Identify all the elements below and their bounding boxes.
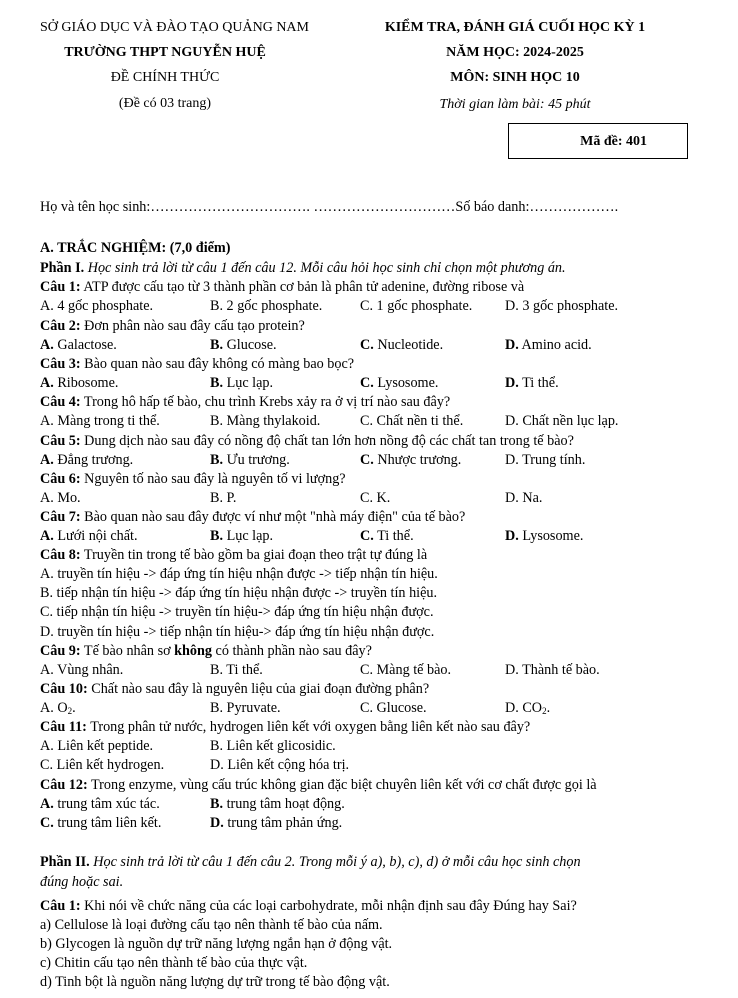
q8-option-c: C. tiếp nhận tín hiệu -> truyền tín hiệu-> đáp ứng tín hiệu nhận được.: [40, 604, 434, 620]
q12-option-c: C. trung tâm liên kết.: [40, 815, 162, 831]
q5-option-c: C. Nhược trương.: [360, 452, 462, 468]
q8-option-d: D. truyền tín hiệu -> tiếp nhận tín hiệu-> đáp ứng tín hiệu nhận được.: [40, 624, 435, 640]
q6-option-d: D. Na.: [505, 490, 543, 506]
q12-option-a: A. trung tâm xúc tác.: [40, 796, 160, 812]
part2-instruction-cont: đúng hoặc sai.: [40, 874, 124, 890]
q4-option-b: B. Màng thylakoid.: [210, 413, 321, 429]
q9-option-a: A. Vùng nhân.: [40, 662, 124, 678]
q11-option-b: B. Liên kết glicosidic.: [210, 738, 336, 754]
page-count: (Đề có 03 trang): [118, 96, 212, 111]
exam-title: KIỂM TRA, ĐÁNH GIÁ CUỐI HỌC KỲ 1: [384, 20, 646, 35]
q4-option-c: C. Chất nền ti thể.: [360, 413, 464, 429]
q2-option-b: B. Glucose.: [210, 337, 277, 353]
section-a-title: A. TRẮC NGHIỆM: (7,0 điểm): [40, 240, 231, 256]
exam-code-box: [508, 123, 688, 159]
q9-option-b: B. Ti thể.: [210, 662, 263, 678]
q1-option-c: C. 1 gốc phosphate.: [360, 298, 473, 314]
q6-option-c: C. K.: [360, 490, 391, 506]
question-2: Câu 2: Đơn phân nào sau đây cấu tạo protein?: [40, 318, 305, 334]
q7-option-a: A. Lưới nội chất.: [40, 528, 138, 544]
q3-option-c: C. Lysosome.: [360, 375, 439, 391]
q4-option-a: A. Màng trong ti thể.: [40, 413, 160, 429]
q11-option-c: C. Liên kết hydrogen.: [40, 757, 165, 773]
q9-option-d: D. Thành tế bào.: [505, 662, 600, 678]
q1-option-a: A. 4 gốc phosphate.: [40, 298, 154, 314]
q10-option-b: B. Pyruvate.: [210, 700, 281, 716]
q10-option-a: A. $O_2$.: [40, 700, 76, 716]
q8-option-b: B. tiếp nhận tín hiệu -> đáp ứng tín hiệu nhận được -> truyền tín hiệu.: [40, 585, 438, 601]
student-info-line: Họ và tên học sinh:……………………………. …………………………Số báo danh:……………….: [40, 199, 619, 215]
p2q1-item-c: c) Chitin cấu tạo nên thành tế bào của thực vật.: [40, 955, 308, 971]
exam-time: Thời gian làm bài: 45 phút: [439, 97, 591, 112]
question-9: Câu 9: Tế bào nhân sơ không có thành phần nào sau đây?: [40, 643, 372, 659]
department-name: SỞ GIÁO DỤC VÀ ĐÀO TẠO QUẢNG NAM: [40, 20, 309, 35]
official-label: ĐỀ CHÍNH THỨC: [110, 70, 220, 85]
q1-option-b: B. 2 gốc phosphate.: [210, 298, 323, 314]
p2q1-item-b: b) Glycogen là nguồn dự trữ năng lượng ngắn hạn ở động vật.: [40, 936, 393, 952]
question-8: Câu 8: Truyền tin trong tế bào gồm ba giai đoạn theo trật tự đúng là: [40, 547, 428, 563]
q2-option-d: D. Amino acid.: [505, 337, 592, 353]
q7-option-d: D. Lysosome.: [505, 528, 584, 544]
question-10: Câu 10: Chất nào sau đây là nguyên liệu của giai đoạn đường phân?: [40, 681, 430, 697]
q9-option-c: C. Màng tế bào.: [360, 662, 452, 678]
q11-option-a: A. Liên kết peptide.: [40, 738, 154, 754]
q2-option-a: A. Galactose.: [40, 337, 117, 353]
q5-option-a: A. Đẳng trương.: [40, 452, 134, 468]
q11-option-d: D. Liên kết cộng hóa trị.: [210, 757, 350, 773]
q8-option-a: A. truyền tín hiệu -> đáp ứng tín hiệu nhận được -> tiếp nhận tín hiệu.: [40, 566, 438, 582]
part2-question-1: Câu 1: Khi nói về chức năng của các loại carbohydrate, mỗi nhận định sau đây Đúng hay Sai?: [40, 898, 577, 914]
q7-option-b: B. Lục lạp.: [210, 528, 274, 544]
school-name: TRƯỜNG THPT NGUYỄN HUỆ: [64, 45, 266, 60]
school-year: NĂM HỌC: 2024-2025: [446, 45, 584, 60]
question-6: Câu 6: Nguyên tố nào sau đây là nguyên tố vi lượng?: [40, 471, 346, 487]
q5-option-b: B. Ưu trương.: [210, 452, 290, 468]
question-4: Câu 4: Trong hô hấp tế bào, chu trình Krebs xảy ra ở vị trí nào sau đây?: [40, 394, 451, 410]
subject: MÔN: SINH HỌC 10: [450, 70, 580, 85]
question-3: Câu 3: Bào quan nào sau đây không có màng bao bọc?: [40, 356, 355, 372]
q1-option-d: D. 3 gốc phosphate.: [505, 298, 619, 314]
p2q1-item-d: d) Tinh bột là nguồn năng lượng dự trữ trong tế bào động vật.: [40, 974, 390, 990]
question-7: Câu 7: Bào quan nào sau đây được ví như một "nhà máy điện" của tế bào?: [40, 509, 466, 525]
q7-option-c: C. Ti thể.: [360, 528, 414, 544]
question-12: Câu 12: Trong enzyme, vùng cấu trúc không gian đặc biệt chuyên liên kết với cơ chất được gọi là: [40, 777, 597, 793]
exam-code: Mã đề: 401: [580, 134, 647, 149]
q10-option-d: D. $CO_2$.: [505, 700, 551, 716]
p2q1-item-a: a) Cellulose là loại đường cấu tạo nên thành tế bào của nấm.: [40, 917, 383, 933]
part1-instruction: Phần I. Học sinh trả lời từ câu 1 đến câu 12. Mỗi câu hỏi học sinh chỉ chọn một phương án.: [40, 260, 566, 276]
question-5: Câu 5: Dung dịch nào sau đây có nồng độ chất tan lớn hơn nồng độ các chất tan trong tế bào?: [40, 433, 574, 449]
question-11: Câu 11: Trong phân tử nước, hydrogen liên kết với oxygen bằng liên kết nào sau đây?: [40, 719, 531, 735]
q3-option-a: A. Ribosome.: [40, 375, 119, 391]
q12-option-b: B. trung tâm hoạt động.: [210, 796, 345, 812]
q6-option-b: B. P.: [210, 490, 237, 506]
q6-option-a: A. Mo.: [40, 490, 81, 506]
part2-instruction: Phần II. Học sinh trả lời từ câu 1 đến câu 2. Trong mỗi ý a), b), c), d) ở mỗi câu học sinh chọn: [40, 854, 581, 870]
q5-option-d: D. Trung tính.: [505, 452, 586, 468]
q3-option-b: B. Lục lạp.: [210, 375, 274, 391]
q10-option-c: C. Glucose.: [360, 700, 427, 716]
q12-option-d: D. trung tâm phản ứng.: [210, 815, 343, 831]
question-1: Câu 1: ATP được cấu tạo từ 3 thành phần cơ bản là phân tử adenine, đường ribose và: [40, 279, 525, 295]
q3-option-d: D. Ti thể.: [505, 375, 559, 391]
q2-option-c: C. Nucleotide.: [360, 337, 444, 353]
q4-option-d: D. Chất nền lục lạp.: [505, 413, 619, 429]
